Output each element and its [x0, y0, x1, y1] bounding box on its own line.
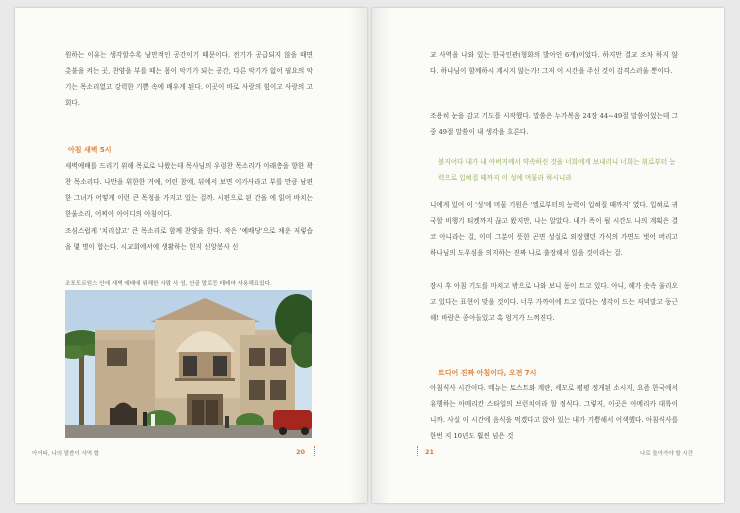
left-footer-title: 아이티, 나의 말씀이 사역 합 — [32, 451, 100, 457]
right-page — [372, 8, 724, 503]
left-page-number: 20 — [296, 448, 306, 456]
left-paragraph-1: 원하는 이유는 생각할수록 낭만적인 공간이기 때문이다. 전기가 공급되지 않을 때면 촛불을 켜는 곳, 찬양을 부를 때는 몸이 악기가 되는 공간, 다른 악기가 없어 필요의 악기는 목소리였고 강력한 기쁨 속에 배우게 된다. 이곳이 바로 사랑의 힘이고 사랑의 고회다. — [65, 51, 313, 107]
right-paragraph-1: 교 사역을 나와 있는 한국인관(형화의 발아인 6개)이었다. 하지만 결교 조차 하지 않다. 하나님이 함께하시 계시지 않는가! 그저 이 시간을 주신 것이 감격스러울 뿐이다. — [430, 51, 678, 75]
left-paragraph-2: 새벽예배를 드리기 위해 목로로 나왔는데 목사님의 우렁찬 목소리가 아래층을 향한 꽉 찬 목소리다. 나만을 위한한 거예, 어린 참에, 뒤에서 보면 이가사라고 부를 만큼 남편한 그녀가 어떻게 이런 큰 목청을 가지고 있는 걸까. 시편으로 된 간을 에 읽어 바치는 한울소리, 어찌이 아이디의 아침이다. — [65, 162, 313, 218]
church-building-photo — [65, 290, 312, 438]
right-paragraph-4: 잠시 후 아침 기도를 마치고 밖으로 나와 보니 동이 트고 있다. 아니, 해가 솟속 울리오고 있다는 표현이 맞을 것이다. 너무 가까이에 트고 있다는 생각이 드는 저녁말고 둥근 해! 바람은 종아들있고 혹 엄거가 느껴진다. — [430, 282, 678, 322]
right-paragraph-5: 아침식사 시간이다. 메뉴는 토스트와 계란, 세모로 평평 정게된 소시지, 요즘 한국에서 유행하는 아메리칸 스타일의 브런치이라 할 정식다. 그렇지, 이곳은 아메리카 대륙이니까. 사실 이 시간에 음식을 먹겠다고 앉아 있는 내가 기쁨해서 어색했다. 아침식사를 한번 지 10년도 훨씬 넘은 것 — [430, 384, 678, 440]
right-paragraph-2: 조용히 눈을 감고 기도를 시작했다. 말씀은 누가복음 24장 44~49절 말씀이었는데 그중 49절 말씀이 내 생각을 흐른다. — [430, 112, 678, 136]
gutter-shadow — [372, 8, 390, 503]
right-page-number: 21 — [425, 448, 435, 456]
gutter-shadow — [349, 8, 367, 503]
building-illustration — [65, 290, 312, 438]
scripture-quote: 볼지어다 내가 내 아버지께서 약속하신 것을 너희에게 보내리니 너희는 위로부터 능력으로 입혀질 때까지 이 성에 머물라 하시니라 — [438, 158, 676, 182]
page-marker-dots — [417, 446, 420, 456]
page-marker-dots — [314, 446, 317, 456]
left-page — [15, 8, 367, 503]
right-paragraph-3: 니에게 있어 이 '성'에 머물 기원은 '엘로부터의 능력이 입혀질 때까지' 였다. 입혀로 귀국할 비행기 티켓까지 끊고 왔지만, 나는 알았다. 내가 폭이 될 시간도 나의 계획은 결코 아니라는 걸, 이미 그분이 뜻한 곤면 성실로 외장했던 가식의 가면도 벗어 버리고 하나님의 도우심을 의지하는 진짜 나로 출장해서 일을 것이라는 걸. — [430, 201, 678, 257]
left-section-heading: 아침 새벽 5시 — [68, 146, 112, 154]
left-paragraph-3: 조심스럽게 '치리샵고' 큰 목소리로 함께 찬양을 한다. 작은 '예배당'으로 채운 저렇습을 몇 명이 합는다. 시교회에서에 생활하는 헌지 신앙봉사 신 — [65, 227, 313, 251]
right-section-heading: 트디어 진짜 아침이다, 오전 7시 — [438, 369, 537, 377]
right-footer-title: 나로 돌아가야 할 시간 — [640, 451, 694, 457]
photo-caption: 조포도르원스 안에 새벽 예배에 위해한 사람 사 섬, 산골 말로등 테테마 사용해요있다. — [65, 281, 272, 287]
